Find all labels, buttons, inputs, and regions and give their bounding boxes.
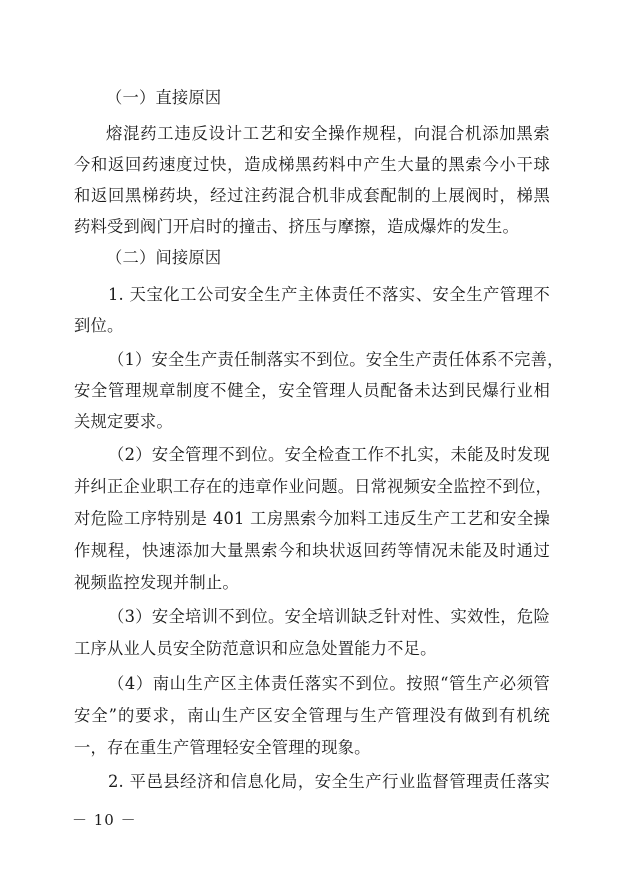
text-line: 安全管理规章制度不健全，安全管理人员配备未达到民爆行业相 bbox=[74, 381, 550, 400]
text-line: 1. 天宝化工公司安全生产主体责任不落实、安全生产管理不 bbox=[108, 285, 550, 304]
text-line: 安全”的要求，南山生产区安全管理与生产管理没有做到有机统 bbox=[74, 706, 550, 725]
text-line: 对危险工序特别是 401 工房黑索今加料工违反生产工艺和安全操 bbox=[74, 509, 550, 528]
heading-indirect-cause: （二）间接原因 bbox=[106, 248, 222, 267]
text-line: （4）南山生产区主体责任落实不到位。按照“管生产必须管 bbox=[108, 674, 550, 693]
page-number: － 10 － bbox=[72, 811, 137, 829]
heading-direct-cause: （一）直接原因 bbox=[106, 88, 222, 107]
text-line: 2. 平邑县经济和信息化局，安全生产行业监督管理责任落实 bbox=[108, 772, 550, 791]
text-line: （1）安全生产责任制落实不到位。安全生产责任体系不完善， bbox=[108, 350, 564, 369]
text-line: 药料受到阀门开启时的撞击、挤压与摩擦，造成爆炸的发生。 bbox=[74, 217, 519, 236]
text-line: 和返回黑梯药块，经过注药混合机非成套配制的上展阀时，梯黑 bbox=[74, 186, 550, 205]
text-line: 关规定要求。 bbox=[74, 412, 173, 431]
text-line: 到位。 bbox=[74, 316, 124, 335]
text-line: 作规程，快速添加大量黑索今和块状返回药等情况未能及时通过 bbox=[74, 541, 550, 560]
text-line: （3）安全培训不到位。安全培训缺乏针对性、实效性，危险 bbox=[108, 607, 550, 626]
text-line: （2）安全管理不到位。安全检查工作不扎实，未能及时发现 bbox=[108, 445, 550, 464]
text-line: 今和返回药速度过快，造成梯黑药料中产生大量的黑索今小干球 bbox=[74, 155, 550, 174]
text-line: 视频监控发现并制止。 bbox=[74, 573, 239, 592]
text-line: 并纠正企业职工存在的违章作业问题。日常视频安全监控不到位， bbox=[74, 477, 552, 496]
text-line: 熔混药工违反设计工艺和安全操作规程，向混合机添加黑索 bbox=[106, 124, 550, 143]
text-line: 工序从业人员安全防范意识和应急处置能力不足。 bbox=[74, 639, 437, 658]
text-line: 一，存在重生产管理轻安全管理的现象。 bbox=[74, 738, 371, 757]
